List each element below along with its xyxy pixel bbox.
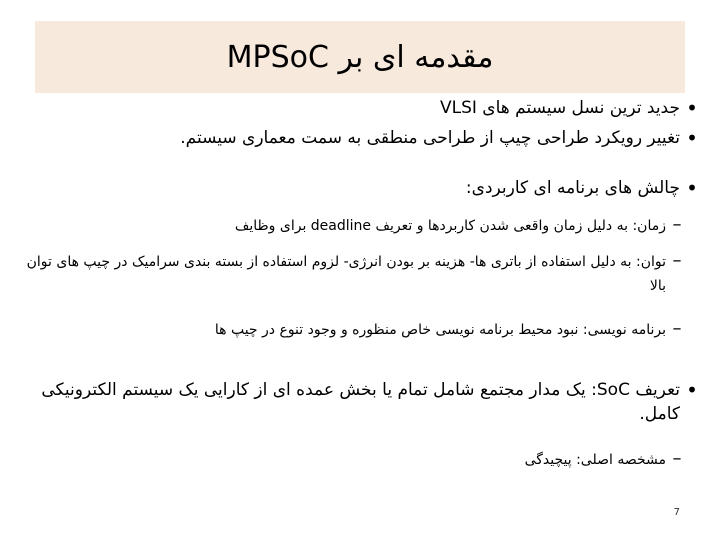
bullet-icon: • [686,176,698,200]
page-number: 7 [673,507,680,518]
bullet-text: جدید ترین نسل سیستم های VLSI [439,98,680,118]
sub-bullet-item [20,250,688,298]
bullet-item [20,96,704,120]
sub-bullet-text: زمان: به دلیل زمان واقعی شدن کاربردها و تعریف deadline برای وظایف [234,218,666,234]
dash-icon: – [672,250,682,271]
bullet-icon: • [686,378,698,402]
bullet-text: تغییر رویکرد طراحی چیپ از طراحی منطقی به سمت معماری سیستم. [180,128,680,148]
sub-bullet-text: توان: به دلیل استفاده از باتری ها- هزینه بر بودن انرژی- لزوم استفاده از بسته بندی سرامیک در چیپ های توان بالا [26,254,666,294]
sub-bullet-item [20,448,688,472]
bullet-text: چالش های برنامه ای کاربردی: [465,178,680,198]
sub-bullet-item [20,214,688,238]
title-bar [35,21,685,93]
bullet-text: تعریف SoC: یک مدار مجتمع شامل تمام یا بخش عمده ای از کارایی یک سیستم الکترونیکی کامل. [41,380,680,424]
sub-bullet-text: مشخصه اصلی: پیچیدگی [524,452,666,468]
dash-icon: – [672,318,682,339]
slide-title: مقدمه ای بر MPSoC [226,39,494,75]
bullet-icon: • [686,96,698,120]
dash-icon: – [672,448,682,469]
bullet-item [20,176,704,200]
dash-icon: – [672,214,682,235]
bullet-item [20,126,704,150]
sub-bullet-item [20,318,688,342]
bullet-icon: • [686,126,698,150]
bullet-item [20,378,704,426]
sub-bullet-text: برنامه نویسی: نبود محیط برنامه نویسی خاص منظوره و وجود تنوع در چیپ ها [214,322,666,338]
